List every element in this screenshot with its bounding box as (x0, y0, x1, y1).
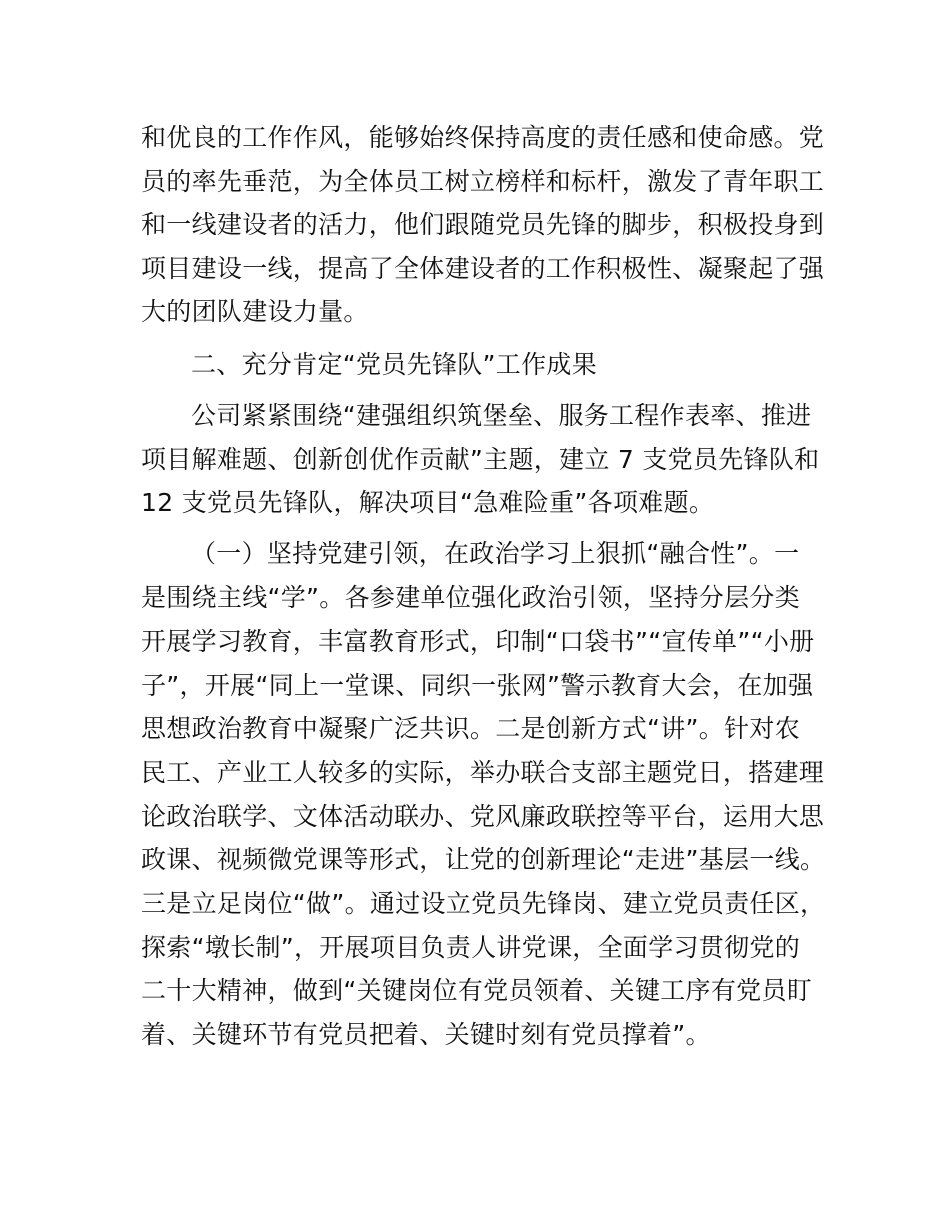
text-line: 12 支党员先锋队，解决项目“急难险重”各项难题。 (141, 488, 715, 517)
section-heading: 二、充分肯定“党员先锋队”工作成果 (191, 350, 598, 379)
text-line: 项目建设一线，提高了全体建设者的工作积极性、凝聚起了强 (141, 254, 825, 283)
text-line: 子”，开展“同上一堂课、同织一张网”警示教育大会，在加强 (141, 671, 814, 700)
text-line: 是围绕主线“学”。各参建单位强化政治引领，坚持分层分类 (141, 583, 801, 612)
text-line: 思想政治教育中凝聚广泛共识。二是创新方式“讲”。针对农 (141, 714, 801, 743)
text-line: 政课、视频微党课等形式，让党的创新理论“走进”基层一线。 (141, 845, 826, 874)
text-line: 大的团队建设力量。 (141, 297, 369, 326)
text-line: 论政治联学、文体活动联办、党风廉政联控等平台，运用大思 (141, 802, 825, 831)
text-line: 项目解难题、创新创优作贡献”主题，建立 7 支党员先锋队和 (141, 445, 820, 474)
text-line: 民工、产业工人较多的实际，举办联合支部主题党日，搭建理 (141, 758, 825, 787)
text-line: 和优良的工作作风，能够始终保持高度的责任感和使命感。党 (141, 123, 825, 152)
text-line: 探索“墩长制”，开展项目负责人讲党课，全面学习贯彻党的 (141, 933, 801, 962)
text-line: 三是立足岗位“做”。通过设立党员先锋岗、建立党员责任区， (141, 889, 826, 918)
text-line: 着、关键环节有党员把着、关键时刻有党员撑着”。 (141, 1020, 711, 1049)
text-line: 公司紧紧围绕“建强组织筑堡垒、服务工程作表率、推进 (191, 401, 812, 430)
text-line: 和一线建设者的活力，他们跟随党员先锋的脚步，积极投身到 (141, 210, 825, 239)
text-line: 二十大精神，做到“关键岗位有党员领着、关键工序有党员盯 (141, 976, 813, 1005)
subsection-heading: （一）坚持党建引领，在政治学习上狠抓“融合性”。一 (191, 539, 800, 568)
text-line: 员的率先垂范，为全体员工树立榜样和标杆，激发了青年职工 (141, 167, 825, 196)
text-line: 开展学习教育，丰富教育形式，印制“口袋书”“宣传单”“小册 (141, 627, 815, 656)
